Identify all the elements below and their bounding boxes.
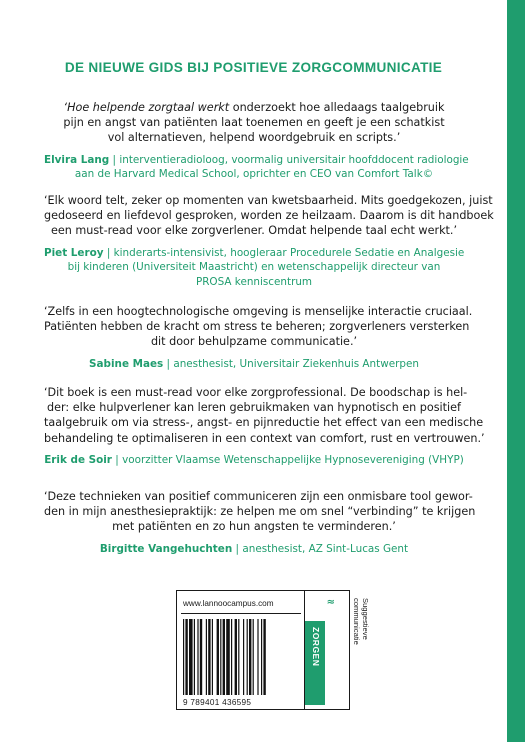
endorsement-1 bbox=[44, 100, 469, 182]
barcode-bar bbox=[235, 619, 237, 695]
isbn-number: 9 789401 436595 bbox=[183, 698, 252, 707]
author-name: Erik de Soir bbox=[44, 453, 112, 466]
barcode-bar bbox=[249, 619, 251, 695]
publisher-url: www.lannoocampus.com bbox=[183, 599, 274, 608]
barcode-bar bbox=[206, 619, 207, 695]
author-role: aan de Harvard Medical School, oprichter en CEO van Comfort Talk© bbox=[74, 168, 434, 181]
author-role: voorzitter Vlaamse Wetenschappelijke Hypnosevereniging (VHYP) bbox=[122, 453, 464, 466]
quote-line: met patiënten en zo hun angsten te verminderen.’ bbox=[112, 520, 396, 534]
author-role: kinderarts-intensivist, hoogleraar Procedurele Sedatie en Analgesie bbox=[113, 246, 465, 259]
quote-text bbox=[44, 100, 464, 146]
barcode-bar bbox=[257, 619, 258, 695]
barcode-bar bbox=[183, 619, 184, 695]
barcode-icon bbox=[183, 619, 299, 695]
quote-line: gedoseerd en liefdevol gesproken, worden ze heilzaam. Daarom is dit handboek bbox=[44, 209, 494, 223]
barcode-bar bbox=[208, 619, 210, 695]
quote-line: ‘Elk woord telt, zeker op momenten van kwetsbaarheid. Mits goedgekozen, juist bbox=[44, 194, 493, 207]
barcode-bar bbox=[200, 619, 202, 695]
series-label: Suggestieve communicatie bbox=[352, 598, 370, 645]
quote-line: ‘Dit boek is een must-read voor elke zorgprofessional. De boodschap is hel- bbox=[44, 386, 468, 399]
author-role: anesthesist, AZ Sint-Lucas Gent bbox=[242, 542, 409, 555]
endorsement-2 bbox=[44, 193, 494, 289]
author-name: Sabine Maes bbox=[89, 357, 164, 370]
category-label: ZORGEN bbox=[311, 627, 321, 667]
author-role: PROSA kenniscentrum bbox=[195, 275, 313, 288]
endorsement-5 bbox=[44, 489, 476, 556]
barcode-bar bbox=[223, 619, 225, 695]
endorsement-4 bbox=[44, 385, 485, 467]
green-spine-edge bbox=[507, 0, 525, 742]
barcode-bar bbox=[263, 619, 265, 695]
author-name: Birgitte Vangehuchten bbox=[99, 542, 233, 555]
quote-line: taalgebruik om via stress-, angst- en pijnreductie het effect van een medische bbox=[44, 416, 484, 430]
barcode-bar bbox=[231, 619, 232, 695]
quote-line: der: elke hulpverlener kan leren gebruikmaken van hypnotisch en positief bbox=[47, 401, 461, 415]
attribution: Erik de Soir | voorzitter Vlaamse Wetenschappelijke Hypnosevereniging (VHYP) bbox=[44, 453, 464, 466]
barcode-bar bbox=[217, 619, 219, 695]
attribution: Piet Leroy | kinderarts-intensivist, hoogleraar Procedurele Sedatie en Analgesie bij kinderen (Universiteit Maastricht) en wetenschappelijk directeur van PROSA kenniscentrum bbox=[44, 246, 465, 288]
barcode-bar bbox=[197, 619, 198, 695]
barcode-bar bbox=[247, 619, 248, 695]
quote-line: den in mijn anesthesiepraktijk: ze helpen me om snel “verbinding” te krijgen bbox=[44, 505, 476, 519]
quote-line: ‘Deze technieken van positief communiceren zijn een onmisbare tool gewor- bbox=[44, 490, 473, 503]
quote-line: dit door behulpzame communicatie.’ bbox=[150, 335, 358, 349]
author-name: Piet Leroy bbox=[44, 246, 104, 259]
author-name: Elvira Lang bbox=[44, 153, 110, 166]
quote-line: behandeling te optimaliseren in een context van comfort, rust en vertrouwen.’ bbox=[44, 431, 485, 445]
quote-text bbox=[44, 304, 473, 350]
barcode-bar bbox=[238, 619, 239, 695]
author-role: interventieradioloog, voormalig universitair hoofddocent radiologie bbox=[119, 153, 469, 166]
lannoo-wave-icon: ≈ bbox=[326, 597, 335, 608]
endorsement-3 bbox=[44, 304, 473, 371]
barcode-bar bbox=[226, 619, 230, 695]
quote-text bbox=[44, 193, 494, 239]
headline: DE NIEUWE GIDS BIJ POSITIEVE ZORGCOMMUNICATIE bbox=[64, 60, 443, 75]
attribution: Sabine Maes | anesthesist, Universitair Ziekenhuis Antwerpen bbox=[89, 357, 419, 370]
barcode-bar bbox=[243, 619, 244, 695]
barcode-box bbox=[176, 590, 350, 710]
quote-lead-italic: ‘Hoe helpende zorgtaal werkt bbox=[63, 101, 230, 114]
quote-line: onderzoekt hoe alledaags taalgebruik bbox=[229, 101, 445, 114]
quote-line: Patiënten hebben de kracht om stress te beheren; zorgverleners versterken bbox=[44, 320, 470, 334]
quote-text bbox=[44, 385, 485, 446]
barcode-bar bbox=[185, 619, 187, 695]
quote-line: een must-read voor elke zorgverlener. Omdat helpende taal echt werkt.’ bbox=[50, 224, 458, 238]
barcode-bar bbox=[253, 619, 254, 695]
author-role: bij kinderen (Universiteit Maastricht) en wetenschappelijk directeur van bbox=[67, 261, 441, 274]
quote-text bbox=[44, 489, 476, 535]
barcode-bar bbox=[212, 619, 213, 695]
quote-line: vol alternatieven, helpend woordgebruik en scripts.’ bbox=[107, 131, 401, 145]
barcode-bar bbox=[261, 619, 262, 695]
author-role: anesthesist, Universitair Ziekenhuis Antwerpen bbox=[173, 357, 419, 370]
attribution: Elvira Lang | interventieradioloog, voormalig universitair hoofddocent radiologie aan de Harvard Medical School, oprichter en CEO van Comfort Talk© bbox=[44, 153, 469, 181]
quote-line: ‘Zelfs in een hoogtechnologische omgeving is menselijke interactie cruciaal. bbox=[44, 305, 473, 318]
barcode-bar bbox=[194, 619, 195, 695]
barcode-bar bbox=[189, 619, 193, 695]
barcode-bar bbox=[220, 619, 221, 695]
quote-line: pijn en angst van patiënten laat toenemen en geeft je een schatkist bbox=[63, 116, 445, 130]
divider bbox=[181, 613, 301, 614]
attribution: Birgitte Vangehuchten | anesthesist, AZ Sint-Lucas Gent bbox=[99, 542, 409, 555]
